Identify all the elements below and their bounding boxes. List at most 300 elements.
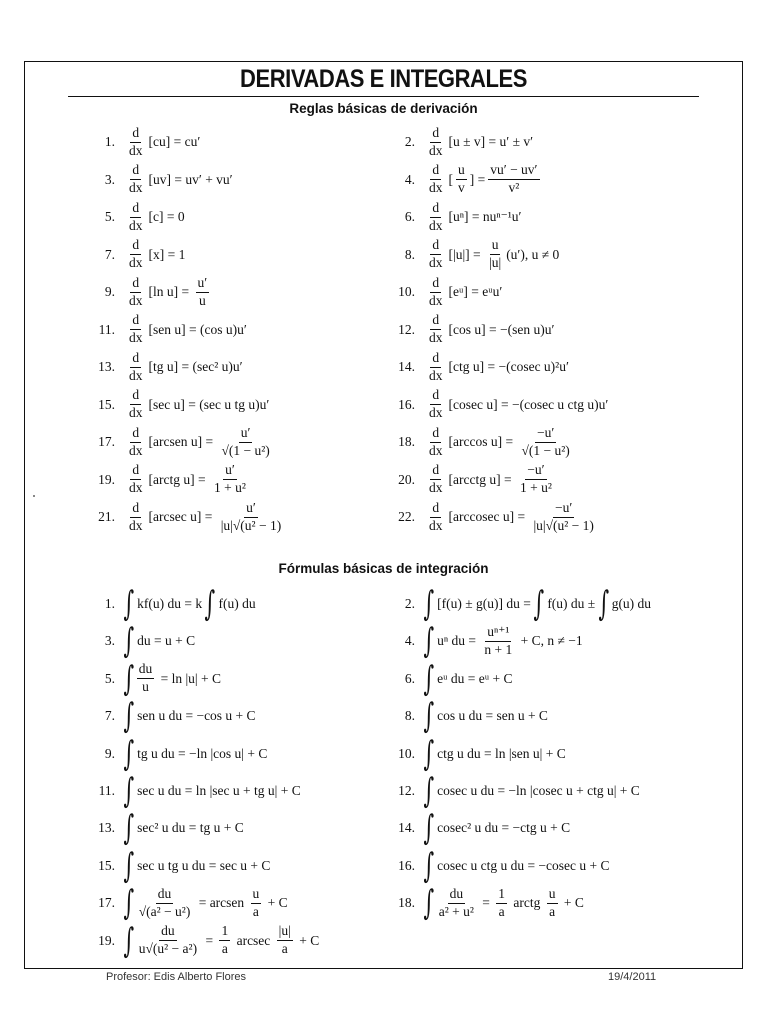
formula-number: 15. xyxy=(98,857,115,873)
rule-argument: [x] xyxy=(148,246,165,262)
derivative-operator xyxy=(427,351,445,384)
integration-formula xyxy=(387,696,552,737)
integration-formula xyxy=(87,920,323,961)
bracket-close: ] = xyxy=(469,171,486,187)
derivative-rule xyxy=(387,274,502,310)
rule-expression xyxy=(449,134,534,150)
formula-number: 3. xyxy=(104,633,115,649)
formula-fraction xyxy=(219,924,230,957)
derivative-operator-denominator: dx xyxy=(429,480,443,495)
equals-sign: = xyxy=(178,284,193,299)
formula-expression xyxy=(423,883,588,924)
equals-sign: = xyxy=(500,471,515,487)
rule-argument: [arcsen u] xyxy=(148,434,203,449)
formula-text: du = u + C xyxy=(133,633,199,649)
formula-expression xyxy=(123,621,199,662)
result-fraction-numerator: −u′ xyxy=(535,426,556,443)
derivative-operator-numerator: d xyxy=(430,351,441,368)
formula-expression xyxy=(123,883,292,924)
rule-number: 3. xyxy=(104,171,115,187)
rule-result: = u′ ± v′ xyxy=(485,134,534,149)
formula-text: + C xyxy=(560,895,588,911)
formula-number: 18. xyxy=(398,895,415,911)
derivative-operator xyxy=(427,388,445,421)
derivative-operator-numerator: d xyxy=(130,463,141,480)
equals-sign: = xyxy=(202,434,217,449)
derivative-operator-denominator: dx xyxy=(429,142,443,158)
formula-text: sec² u du = tg u + C xyxy=(133,820,248,836)
integral-sign: ∫ xyxy=(123,658,135,699)
rule-expression xyxy=(449,359,569,375)
derivative-rule xyxy=(87,499,286,535)
formula-text: kf(u) du = k xyxy=(133,596,206,611)
derivative-rule xyxy=(387,349,569,385)
rule-result: = eᵘu′ xyxy=(467,284,503,299)
equals-sign: = xyxy=(469,246,485,262)
derivative-operator-numerator: d xyxy=(130,163,141,180)
argument-fraction-denominator: v xyxy=(458,180,465,195)
formula-text: tg u du = −ln |cos u| + C xyxy=(133,745,271,761)
formula-number: 7. xyxy=(104,708,115,724)
derivative-operator-denominator: dx xyxy=(129,442,143,458)
derivative-operator-denominator: dx xyxy=(429,367,443,383)
rule-argument: [cosec u] xyxy=(448,396,498,412)
formula-fraction-denominator: u√(u² − a²) xyxy=(138,941,198,957)
derivative-operator-denominator: dx xyxy=(129,142,143,158)
formula-number: 2. xyxy=(404,596,415,611)
rule-number: 18. xyxy=(398,434,415,449)
rule-result: = (cos u)u′ xyxy=(185,321,247,337)
integral-sign: ∫ xyxy=(123,584,135,624)
rule-number: 8. xyxy=(404,246,415,262)
formula-expression xyxy=(123,845,274,886)
result-tail: (u′), u ≠ 0 xyxy=(506,246,560,262)
formula-fraction-denominator: √(a² − u²) xyxy=(138,903,191,919)
result-fraction-denominator: u xyxy=(198,292,206,308)
integral-sign: ∫ xyxy=(423,883,435,924)
derivative-operator-numerator: d xyxy=(130,313,141,330)
formula-fraction-denominator: a xyxy=(252,903,259,919)
integral-sign: ∫ xyxy=(423,771,435,811)
bracket-open: [ xyxy=(448,171,453,187)
integral-sign: ∫ xyxy=(423,733,435,774)
result-fraction-numerator: u′ xyxy=(239,426,253,443)
derivative-operator-denominator: dx xyxy=(429,217,443,233)
result-fraction-numerator: −u′ xyxy=(525,463,546,480)
derivative-operator xyxy=(127,201,145,234)
integration-formula xyxy=(87,733,271,774)
formula-number: 11. xyxy=(98,783,115,798)
derivative-rule xyxy=(387,499,599,535)
derivative-operator-numerator: d xyxy=(430,276,441,293)
rule-argument: [arcctg u] xyxy=(448,471,501,487)
derivative-operator-numerator: d xyxy=(130,501,141,518)
derivative-operator-numerator: d xyxy=(130,276,141,293)
result-fraction xyxy=(219,501,283,534)
derivative-operator xyxy=(427,426,445,459)
derivative-operator xyxy=(127,126,145,159)
result-fraction xyxy=(196,276,210,309)
formula-text: f(u) du xyxy=(215,596,260,611)
integral-sign: ∫ xyxy=(123,733,135,774)
integration-formula xyxy=(387,658,516,699)
formula-fraction-numerator: uⁿ⁺¹ xyxy=(485,625,511,642)
formula-fraction-numerator: du xyxy=(448,887,466,904)
derivative-operator xyxy=(127,276,145,309)
formula-text: ctg u du = ln |sen u| + C xyxy=(433,745,570,761)
result-fraction-denominator: √(1 − u²) xyxy=(521,442,570,458)
derivative-operator xyxy=(127,463,145,496)
formula-number: 1. xyxy=(104,596,115,611)
derivative-operator-denominator: dx xyxy=(129,330,143,345)
derivative-operator xyxy=(427,276,445,309)
integral-sign: ∫ xyxy=(123,621,135,662)
derivative-operator-numerator: d xyxy=(430,163,441,180)
formula-text: f(u) du ± xyxy=(543,596,599,611)
formula-fraction-numerator: du xyxy=(137,662,155,679)
derivative-rule xyxy=(387,237,559,273)
formula-text: arcsec xyxy=(233,932,274,948)
derivative-rule xyxy=(87,349,243,385)
formula-text: eᵘ du = eᵘ + C xyxy=(433,670,516,686)
formula-fraction-numerator: du xyxy=(159,924,177,941)
footer-author: Profesor: Edis Alberto Flores xyxy=(106,971,247,983)
integral-sign: ∫ xyxy=(598,584,609,624)
formula-fraction-numerator: 1 xyxy=(219,924,230,941)
rule-number: 4. xyxy=(404,171,415,187)
formula-text: = xyxy=(478,895,494,911)
rule-number: 10. xyxy=(398,284,415,299)
formula-expression xyxy=(423,658,516,699)
derivative-operator-denominator: dx xyxy=(429,405,443,420)
formula-expression xyxy=(423,584,655,624)
derivative-rule xyxy=(387,462,557,498)
rule-argument: [uv] xyxy=(148,171,171,187)
derivative-operator xyxy=(427,201,445,234)
derivative-rule xyxy=(87,424,275,460)
integration-formula xyxy=(387,883,588,924)
derivative-operator-denominator: dx xyxy=(429,442,443,458)
integration-section-title: Fórmulas básicas de integración xyxy=(278,561,489,576)
derivative-operator xyxy=(127,351,145,384)
integral-sign: ∫ xyxy=(423,808,435,849)
formula-text: arctg xyxy=(510,895,544,911)
formula-text: [f(u) ± g(u)] du = xyxy=(433,596,535,611)
formula-text: uⁿ du = xyxy=(433,633,480,649)
formula-expression xyxy=(423,771,644,811)
formula-fraction-denominator: a xyxy=(549,903,556,919)
integration-formula xyxy=(87,845,274,886)
result-fraction xyxy=(487,238,503,271)
formula-text: cos u du = sen u + C xyxy=(433,708,552,724)
rule-expression xyxy=(449,163,543,196)
derivative-operator-denominator: dx xyxy=(129,367,143,383)
formula-fraction-numerator: 1 xyxy=(496,887,507,904)
equals-sign: = xyxy=(194,471,209,487)
derivative-operator-denominator: dx xyxy=(129,255,143,270)
formula-number: 13. xyxy=(98,820,115,836)
rule-number: 21. xyxy=(98,509,115,524)
result-fraction-denominator: v² xyxy=(508,180,520,195)
formula-number: 19. xyxy=(98,932,115,948)
rule-number: 7. xyxy=(104,246,115,262)
rule-expression xyxy=(149,134,201,150)
derivative-operator-denominator: dx xyxy=(429,330,443,345)
integral-sign: ∫ xyxy=(123,696,135,737)
formula-text: cosec u du = −ln |cosec u + ctg u| + C xyxy=(433,783,644,798)
formula-text: = arcsen xyxy=(195,895,248,911)
formula-expression xyxy=(123,696,259,737)
formula-expression xyxy=(423,845,613,886)
derivative-operator xyxy=(427,501,445,534)
derivative-rule xyxy=(87,199,185,235)
derivative-operator-numerator: d xyxy=(430,388,441,405)
rule-result: = uv′ + vu′ xyxy=(171,171,233,187)
derivative-operator-numerator: d xyxy=(430,313,441,330)
argument-fraction xyxy=(456,163,467,196)
formula-number: 10. xyxy=(398,745,415,761)
formula-text: = ln |u| + C xyxy=(157,670,225,686)
formula-fraction xyxy=(496,887,507,920)
rule-result: = −(cosec u)²u′ xyxy=(484,359,569,374)
rule-expression xyxy=(449,397,609,413)
derivative-rule xyxy=(387,424,575,460)
derivative-operator-numerator: d xyxy=(430,501,441,518)
derivative-operator-denominator: dx xyxy=(429,292,443,308)
formula-expression xyxy=(423,808,574,849)
integration-formula xyxy=(387,733,570,774)
result-fraction-numerator: u′ xyxy=(223,463,237,480)
formula-expression xyxy=(123,808,248,849)
equals-sign: = xyxy=(514,509,529,524)
formula-text: sec u tg u du = sec u + C xyxy=(133,857,274,873)
rule-expression xyxy=(149,397,270,413)
integration-formula xyxy=(87,883,292,924)
integration-formula xyxy=(387,808,574,849)
result-fraction-numerator: u xyxy=(490,238,501,255)
rule-number: 6. xyxy=(404,209,415,224)
formula-number: 14. xyxy=(398,820,415,836)
derivative-rule xyxy=(87,162,233,198)
derivative-rule xyxy=(87,387,269,423)
formula-text: g(u) du xyxy=(608,596,655,611)
rule-argument: [sec u] xyxy=(148,396,185,412)
formula-fraction xyxy=(437,887,476,920)
derivative-operator-denominator: dx xyxy=(429,255,443,270)
derivative-rule xyxy=(387,124,533,160)
derivative-operator-denominator: dx xyxy=(129,180,143,195)
rule-argument: [eᵘ] xyxy=(448,284,468,299)
derivative-operator-denominator: dx xyxy=(129,517,143,533)
page-title: DERIVADAS E INTEGRALES xyxy=(68,62,699,97)
rule-argument: [|u|] xyxy=(448,246,470,262)
integral-sign: ∫ xyxy=(123,920,135,961)
derivative-operator-numerator: d xyxy=(430,426,441,443)
rule-number: 16. xyxy=(398,396,415,412)
rule-expression xyxy=(149,463,251,496)
rule-number: 14. xyxy=(398,359,415,374)
formula-text: sec u du = ln |sec u + tg u| + C xyxy=(133,783,305,798)
formula-number: 5. xyxy=(104,670,115,686)
rule-number: 9. xyxy=(104,284,115,299)
integral-sign: ∫ xyxy=(204,584,216,624)
formula-expression xyxy=(123,733,271,774)
rule-expression xyxy=(149,247,186,263)
integral-sign: ∫ xyxy=(123,845,135,886)
rule-expression xyxy=(449,238,560,271)
derivative-rule xyxy=(387,199,522,235)
equals-sign: = xyxy=(201,509,216,524)
formula-number: 12. xyxy=(398,783,415,798)
rule-number: 17. xyxy=(98,434,115,449)
derivative-operator xyxy=(427,238,445,271)
rule-expression xyxy=(449,501,599,534)
derivative-operator-denominator: dx xyxy=(129,292,143,308)
derivative-operator-denominator: dx xyxy=(129,405,143,420)
rule-argument: [sen u] xyxy=(148,321,186,337)
formula-fraction xyxy=(137,662,155,695)
formula-fraction xyxy=(277,924,293,957)
formula-expression xyxy=(423,696,552,737)
formula-text: sen u du = −cos u + C xyxy=(133,708,259,724)
rule-argument: [ln u] xyxy=(148,284,179,299)
argument-fraction-numerator: u xyxy=(456,163,467,180)
derivative-operator xyxy=(127,163,145,196)
integration-formula xyxy=(87,621,199,662)
integration-formula xyxy=(387,845,613,886)
formula-fraction xyxy=(137,887,193,920)
formula-expression xyxy=(123,920,323,961)
derivative-operator xyxy=(427,463,445,496)
rule-result: = −(sen u)u′ xyxy=(485,321,555,337)
integration-formula xyxy=(87,773,304,809)
result-fraction xyxy=(518,463,554,496)
derivative-operator-numerator: d xyxy=(430,463,441,480)
result-fraction-denominator: 1 + u² xyxy=(213,480,246,495)
rule-result: = (sec² u)u′ xyxy=(178,359,243,374)
rule-result: = (sec u tg u)u′ xyxy=(184,396,270,412)
derivative-operator-denominator: dx xyxy=(129,480,143,495)
formula-fraction-denominator: a² + u² xyxy=(438,903,474,919)
formula-fraction-denominator: a xyxy=(281,941,288,957)
rule-result: = −(cosec u ctg u)u′ xyxy=(497,396,609,412)
rule-number: 20. xyxy=(398,471,415,487)
derivative-operator xyxy=(427,163,445,196)
formula-fraction-numerator: |u| xyxy=(277,924,293,941)
rule-argument: [u ± v] xyxy=(448,134,486,149)
result-fraction-numerator: −u′ xyxy=(553,501,574,518)
integration-formula xyxy=(387,586,654,622)
formula-number: 6. xyxy=(404,670,415,686)
integration-formula xyxy=(87,808,248,849)
derivative-operator-numerator: d xyxy=(130,388,141,405)
result-fraction-numerator: vu′ − uv′ xyxy=(488,163,539,180)
derivative-operator xyxy=(427,313,445,346)
result-fraction-denominator: |u| xyxy=(489,255,502,270)
derivative-rule xyxy=(87,237,185,273)
formula-number: 16. xyxy=(398,857,415,873)
formula-fraction xyxy=(251,887,262,920)
rule-expression xyxy=(449,209,522,225)
result-fraction-numerator: u′ xyxy=(196,276,210,293)
derivation-section-title: Reglas básicas de derivación xyxy=(289,101,478,116)
formula-expression xyxy=(123,771,305,811)
rule-number: 12. xyxy=(398,321,415,337)
integration-formula xyxy=(387,621,586,662)
rule-argument: [cu] xyxy=(148,134,171,149)
formula-number: 17. xyxy=(98,895,115,911)
formula-fraction-denominator: a xyxy=(221,941,228,957)
derivative-operator-denominator: dx xyxy=(129,217,143,233)
integration-formula xyxy=(87,586,259,622)
derivative-rule xyxy=(387,312,554,348)
result-fraction-denominator: |u|√(u² − 1) xyxy=(533,517,594,533)
rule-expression xyxy=(149,276,213,309)
formula-text: + C, n ≠ −1 xyxy=(517,633,586,649)
derivative-operator-numerator: d xyxy=(430,238,441,255)
rule-expression xyxy=(149,172,233,188)
result-fraction xyxy=(212,463,248,496)
formula-fraction-numerator: du xyxy=(156,887,174,904)
rule-result: = 0 xyxy=(163,209,185,224)
formula-fraction xyxy=(547,887,558,920)
integral-sign: ∫ xyxy=(423,696,435,737)
rule-expression xyxy=(149,322,247,338)
rule-argument: [arccos u] xyxy=(448,434,503,449)
rule-number: 19. xyxy=(98,471,115,487)
formula-fraction xyxy=(482,625,514,658)
rule-expression xyxy=(449,322,555,338)
formula-expression xyxy=(423,733,570,774)
derivative-operator-denominator: dx xyxy=(429,180,443,195)
formula-expression xyxy=(123,584,260,624)
integral-sign: ∫ xyxy=(423,621,435,662)
rule-expression xyxy=(149,209,185,225)
formula-number: 9. xyxy=(104,745,115,761)
derivative-operator-numerator: d xyxy=(130,426,141,443)
rule-argument: [ctg u] xyxy=(448,359,485,374)
derivative-operator-denominator: dx xyxy=(429,517,443,533)
formula-expression xyxy=(123,658,225,699)
derivative-rule xyxy=(87,312,247,348)
integral-sign: ∫ xyxy=(123,808,135,849)
rule-result: = 1 xyxy=(164,246,186,262)
formula-number: 8. xyxy=(404,708,415,724)
derivative-rule xyxy=(87,462,251,498)
rule-expression xyxy=(449,426,575,459)
integral-sign: ∫ xyxy=(533,584,545,624)
rule-expression xyxy=(149,359,243,375)
rule-number: 22. xyxy=(398,509,415,524)
derivative-operator xyxy=(127,501,145,534)
rule-argument: [arcsec u] xyxy=(148,509,202,524)
rule-expression xyxy=(149,426,275,459)
derivative-operator-numerator: d xyxy=(430,126,441,143)
rule-number: 13. xyxy=(98,359,115,374)
integral-sign: ∫ xyxy=(123,771,135,811)
formula-fraction-numerator: u xyxy=(251,887,262,904)
integral-sign: ∫ xyxy=(423,845,435,886)
rule-argument: [c] xyxy=(148,209,164,224)
rule-number: 1. xyxy=(104,134,115,149)
rule-result: = nuⁿ⁻¹u′ xyxy=(468,209,522,224)
rule-number: 5. xyxy=(104,209,115,224)
result-fraction-denominator: |u|√(u² − 1) xyxy=(220,517,282,533)
derivative-operator-numerator: d xyxy=(130,201,141,218)
formula-number: 4. xyxy=(404,633,415,649)
rule-argument: [uⁿ] xyxy=(448,209,469,224)
result-fraction xyxy=(531,501,595,534)
